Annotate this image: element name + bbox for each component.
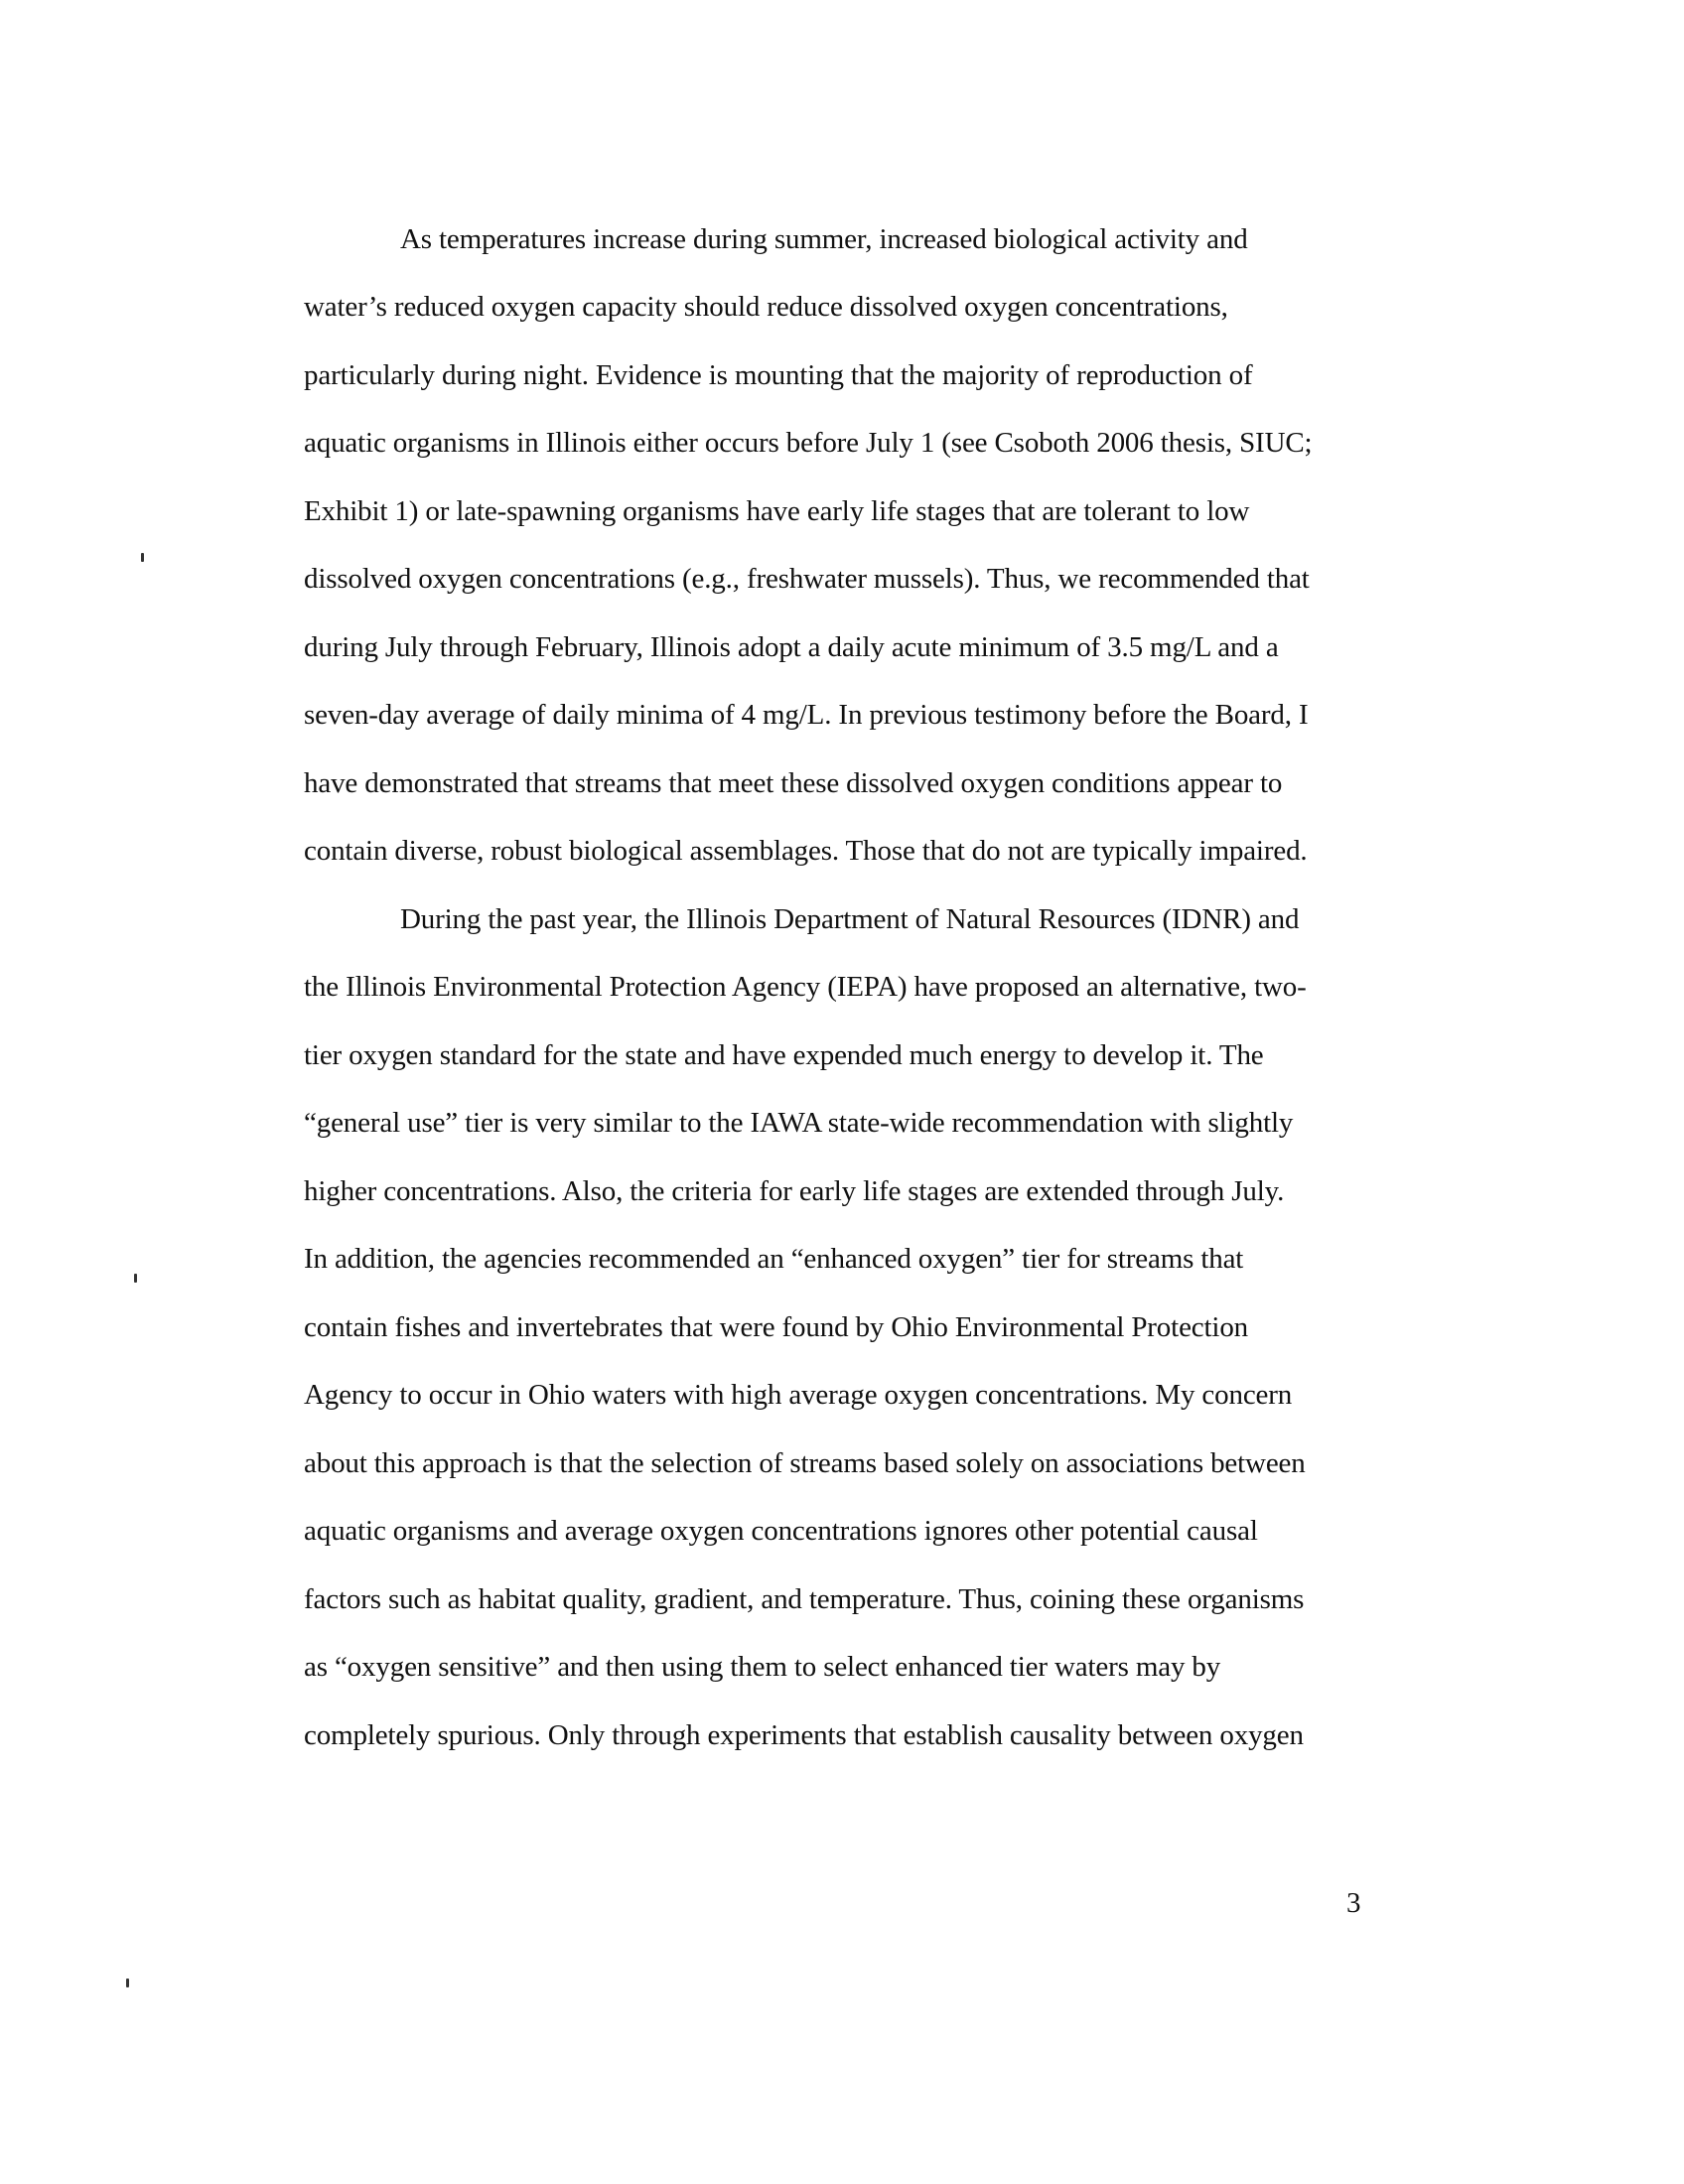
text-line: factors such as habitat quality, gradient, and temperature. Thus, coining these organisms <box>304 1583 1305 1615</box>
text-line: aquatic organisms in Illinois either occurs before July 1 (see Csoboth 2006 thesis, SIUC; <box>304 427 1313 459</box>
text-line: about this approach is that the selection of streams based solely on associations between <box>304 1447 1306 1479</box>
text-line: seven-day average of daily minima of 4 mg/L. In previous testimony before the Board, I <box>304 699 1309 731</box>
text-line: water’s reduced oxygen capacity should reduce dissolved oxygen concentrations, <box>304 291 1228 323</box>
text-line: contain fishes and invertebrates that were found by Ohio Environmental Protection <box>304 1311 1249 1343</box>
text-line: aquatic organisms and average oxygen concentrations ignores other potential causal <box>304 1515 1258 1547</box>
text-line: the Illinois Environmental Protection Agency (IEPA) have proposed an alternative, two- <box>304 971 1307 1003</box>
text-line: completely spurious. Only through experiments that establish causality between oxygen <box>304 1719 1304 1751</box>
text-line: higher concentrations. Also, the criteria for early life stages are extended through July. <box>304 1175 1285 1207</box>
page-number: 3 <box>1346 1887 1361 1919</box>
scan-speck <box>126 1979 129 1987</box>
text-line: dissolved oxygen concentrations (e.g., freshwater mussels). Thus, we recommended that <box>304 563 1310 595</box>
text-line: during July through February, Illinois adopt a daily acute minimum of 3.5 mg/L and a <box>304 631 1279 663</box>
text-line: contain diverse, robust biological assemblages. Those that do not are typically impaired. <box>304 835 1308 867</box>
text-line: In addition, the agencies recommended an “enhanced oxygen” tier for streams that <box>304 1243 1244 1275</box>
text-line: particularly during night. Evidence is mounting that the majority of reproduction of <box>304 359 1253 391</box>
text-line: Exhibit 1) or late-spawning organisms have early life stages that are tolerant to low <box>304 495 1250 527</box>
text-line: Agency to occur in Ohio waters with high average oxygen concentrations. My concern <box>304 1379 1293 1411</box>
scan-speck <box>141 553 144 562</box>
text-line: “general use” tier is very similar to the IAWA state-wide recommendation with slightly <box>304 1107 1294 1139</box>
scan-speck <box>134 1274 137 1283</box>
text-line: tier oxygen standard for the state and have expended much energy to develop it. The <box>304 1039 1264 1071</box>
text-line: As temperatures increase during summer, increased biological activity and <box>400 223 1248 255</box>
text-line: During the past year, the Illinois Department of Natural Resources (IDNR) and <box>400 903 1300 935</box>
text-line: have demonstrated that streams that meet these dissolved oxygen conditions appear to <box>304 767 1283 799</box>
text-line: as “oxygen sensitive” and then using them to select enhanced tier waters may by <box>304 1651 1221 1683</box>
